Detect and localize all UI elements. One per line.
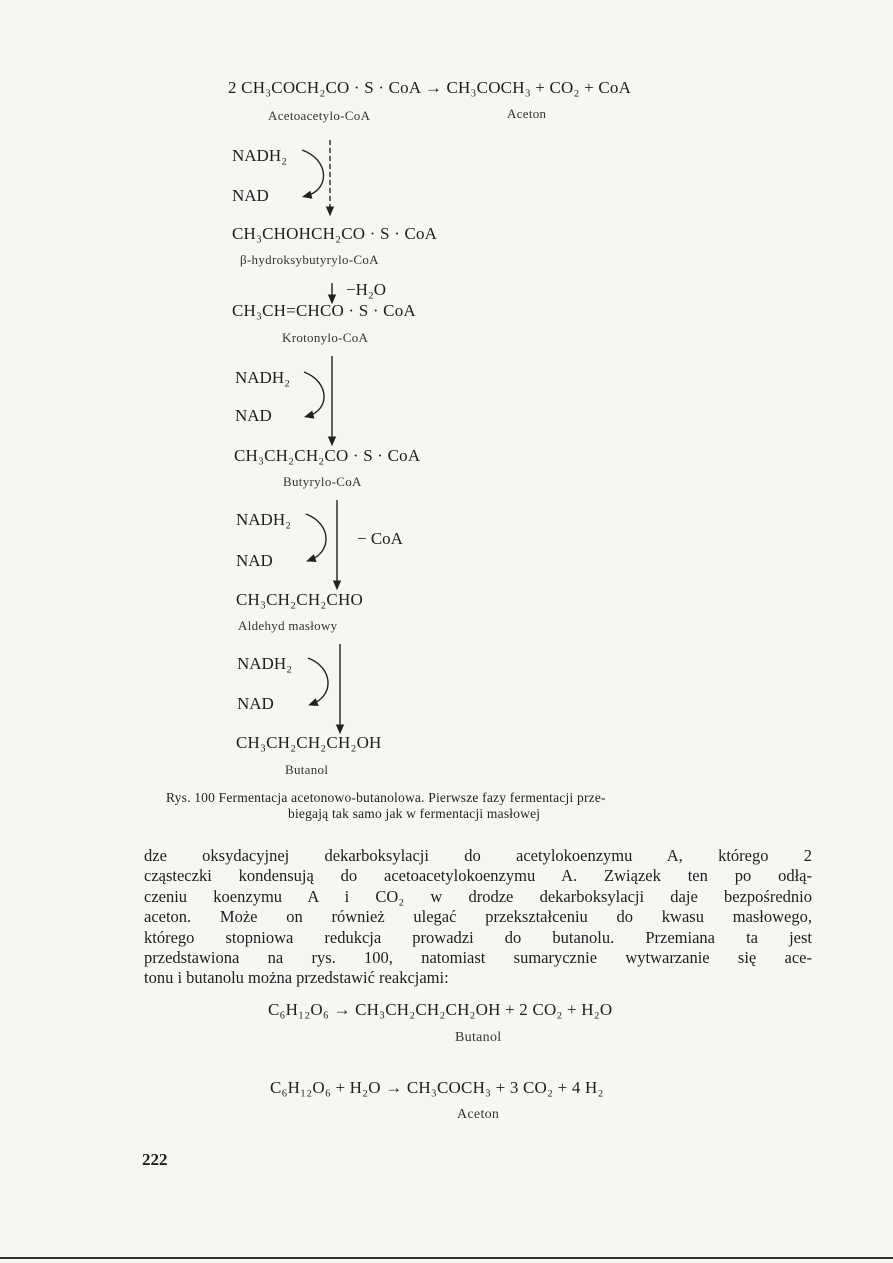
curve-step-1	[302, 150, 324, 196]
body-paragraph	[144, 846, 812, 989]
paragraph-line: dze oksydacyjnej dekarboksylacji do acetylokoenzymu A, którego 2	[144, 846, 812, 865]
top-reaction-formula: 2 CH₃COCH₂CO · S · CoA → CH₃COCH₃ + CO₂ + CoA	[228, 78, 632, 97]
minus-water-label: −H₂O	[346, 280, 387, 299]
butyraldehyde-formula: CH₃CH₂CH₂CHO	[236, 590, 363, 609]
paragraph-line: czeniu koenzymu A i CO₂ w drodze dekarboksylacji daje bezpośrednio	[144, 886, 812, 906]
figure-caption-line2: biegają tak samo jak w fermentacji masłowej	[288, 806, 541, 821]
nadh2-label-3: NADH₂	[236, 510, 292, 529]
page-number: 222	[142, 1150, 168, 1169]
nadh2-label-1: NADH₂	[232, 146, 288, 165]
nadh2-label-4: NADH₂	[237, 654, 293, 673]
hydroxybutyryl-coa-formula: CH₃CHOHCH₂CO · S · CoA	[232, 224, 438, 243]
butanol-formula: CH₃CH₂CH₂CH₂OH	[236, 733, 382, 752]
curve-step-3	[306, 514, 326, 560]
paragraph-line: aceton. Może on również ulegać przekształceniu do kwasu masłowego,	[144, 907, 812, 927]
nad-label-4: NAD	[237, 694, 274, 713]
butanol-equation: C₆H₁₂O₆ → CH₃CH₂CH₂CH₂OH + 2 CO₂ + H₂O	[268, 1000, 613, 1019]
paragraph-line: tonu i butanolu można przedstawić reakcjami:	[144, 968, 449, 988]
curve-step-2	[304, 372, 324, 416]
butanol-label: Butanol	[285, 762, 329, 777]
figure-caption-line1: Rys. 100 Fermentacja acetonowo-butanolowa. Pierwsze fazy fermentacji prze-	[166, 790, 606, 805]
nadh2-label-2: NADH₂	[235, 368, 291, 387]
butyryl-coa-formula: CH₃CH₂CH₂CO · S · CoA	[234, 446, 421, 465]
nad-label-3: NAD	[236, 551, 273, 570]
butyraldehyde-label: Aldehyd masłowy	[238, 618, 338, 633]
crotonyl-coa-label: Krotonylo-CoA	[282, 330, 369, 345]
hydroxybutyryl-coa-label: β-hydroksybutyrylo-CoA	[240, 252, 379, 267]
butanol-equation-label: Butanol	[455, 1030, 502, 1045]
aceton-equation-label: Aceton	[457, 1107, 500, 1122]
butyryl-coa-label: Butyrylo-CoA	[283, 474, 362, 489]
curve-step-4	[308, 658, 328, 704]
nad-label-2: NAD	[235, 406, 272, 425]
crotonyl-coa-formula: CH₃CH=CHCO · S · CoA	[232, 301, 416, 320]
paragraph-line: przedstawiona na rys. 100, natomiast sumarycznie wytwarzanie się ace-	[144, 948, 812, 968]
acetoacetyl-coa-label: Acetoacetylo-CoA	[268, 108, 371, 123]
paragraph-line: którego stopniowa redukcja prowadzi do butanolu. Przemiana ta jest	[144, 927, 812, 947]
aceton-label: Aceton	[507, 106, 547, 121]
minus-coa-label: − CoA	[357, 529, 403, 548]
paragraph-line: cząsteczki kondensują do acetoacetylokoenzymu A. Związek ten po odłą-	[144, 866, 812, 886]
aceton-equation: C₆H₁₂O₆ + H₂O → CH₃COCH₃ + 3 CO₂ + 4 H₂	[270, 1078, 604, 1097]
nad-label-1: NAD	[232, 186, 269, 205]
